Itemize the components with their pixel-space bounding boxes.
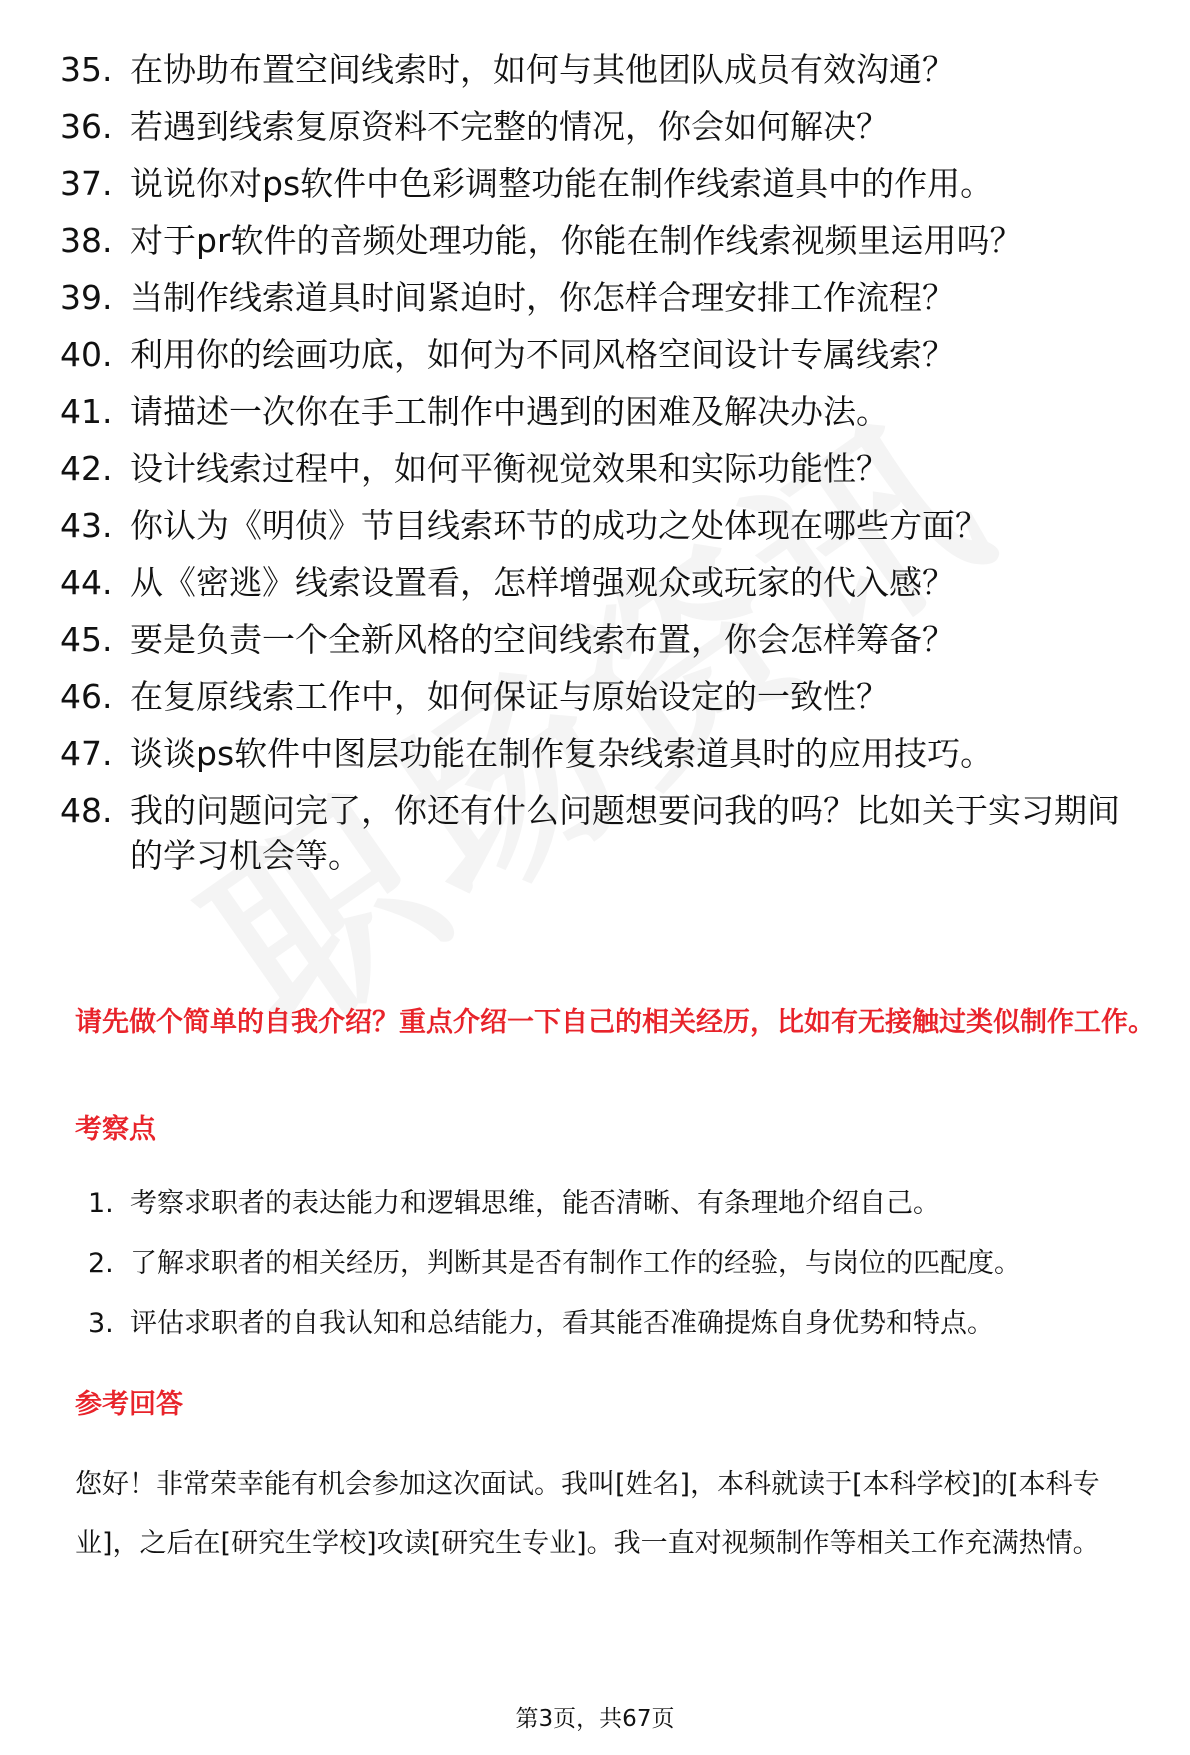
point-text: 了解求职者的相关经历，判断其是否有制作工作的经验，与岗位的匹配度。 bbox=[130, 1248, 1021, 1279]
points-heading: 考察点 bbox=[75, 1114, 156, 1145]
question-item bbox=[60, 332, 1150, 377]
point-item bbox=[88, 1246, 1158, 1282]
question-number: 39. bbox=[60, 278, 113, 317]
question-text: 说说你对ps软件中色彩调整功能在制作线索道具中的作用。 bbox=[130, 164, 994, 203]
question-item bbox=[60, 560, 1150, 605]
question-text: 请描述一次你在手工制作中遇到的困难及解决办法。 bbox=[130, 392, 889, 431]
question-text: 设计线索过程中，如何平衡视觉效果和实际功能性？ bbox=[130, 449, 889, 488]
question-item bbox=[60, 617, 1150, 662]
question-number: 44. bbox=[60, 563, 113, 602]
question-text: 你认为《明侦》节目线索环节的成功之处体现在哪些方面？ bbox=[130, 506, 988, 545]
question-number: 45. bbox=[60, 620, 113, 659]
section-question-heading: 请先做个简单的自我介绍？重点介绍一下自己的相关经历，比如有无接触过类似制作工作。 bbox=[75, 1007, 1155, 1038]
point-text: 评估求职者的自我认知和总结能力，看其能否准确提炼自身优势和特点。 bbox=[130, 1308, 994, 1339]
question-item bbox=[60, 503, 1150, 548]
answer-heading: 参考回答 bbox=[75, 1389, 183, 1420]
question-item bbox=[60, 389, 1150, 434]
question-text: 我的问题问完了，你还有什么问题想要问我的吗？比如关于实习期间的学习机会等。 bbox=[130, 791, 1120, 875]
question-number: 37. bbox=[60, 164, 113, 203]
question-text: 谈谈ps软件中图层功能在制作复杂线索道具时的应用技巧。 bbox=[130, 734, 994, 773]
question-item bbox=[60, 788, 1150, 878]
question-number: 47. bbox=[60, 734, 113, 773]
question-text: 要是负责一个全新风格的空间线索布置，你会怎样筹备？ bbox=[130, 620, 955, 659]
question-number: 46. bbox=[60, 677, 113, 716]
question-item bbox=[60, 161, 1150, 206]
question-number: 36. bbox=[60, 107, 113, 146]
question-text: 当制作线索道具时间紧迫时，你怎样合理安排工作流程？ bbox=[130, 278, 955, 317]
question-number: 48. bbox=[60, 791, 113, 830]
point-item bbox=[88, 1186, 1158, 1222]
question-number: 42. bbox=[60, 449, 113, 488]
point-number: 2. bbox=[88, 1248, 114, 1279]
question-text: 在协助布置空间线索时，如何与其他团队成员有效沟通？ bbox=[130, 50, 955, 89]
question-item bbox=[60, 674, 1150, 719]
question-item bbox=[60, 218, 1150, 263]
point-number: 1. bbox=[88, 1188, 114, 1219]
question-item bbox=[60, 47, 1150, 92]
question-text: 从《密逃》线索设置看，怎样增强观众或玩家的代入感？ bbox=[130, 563, 955, 602]
question-text: 若遇到线索复原资料不完整的情况，你会如何解决？ bbox=[130, 107, 889, 146]
question-item bbox=[60, 446, 1150, 491]
question-text: 在复原线索工作中，如何保证与原始设定的一致性？ bbox=[130, 677, 889, 716]
question-number: 35. bbox=[60, 50, 113, 89]
question-number: 43. bbox=[60, 506, 113, 545]
point-item bbox=[88, 1306, 1158, 1342]
point-text: 考察求职者的表达能力和逻辑思维，能否清晰、有条理地介绍自己。 bbox=[130, 1188, 940, 1219]
question-number: 41. bbox=[60, 392, 113, 431]
question-number: 38. bbox=[60, 221, 113, 260]
question-text: 对于pr软件的音频处理功能，你能在制作线索视频里运用吗？ bbox=[130, 221, 1023, 260]
question-item bbox=[60, 275, 1150, 320]
question-number: 40. bbox=[60, 335, 113, 374]
page-footer: 第3页，共67页 bbox=[515, 1706, 675, 1732]
point-number: 3. bbox=[88, 1308, 114, 1339]
question-item bbox=[60, 731, 1150, 776]
question-item bbox=[60, 104, 1150, 149]
answer-paragraph: 您好！非常荣幸能有机会参加这次面试。我叫[姓名]，本科就读于[本科学校]的[本科专业]，之后在[研究生学校]攻读[研究生专业]。我一直对视频制作等相关工作充满热情。 bbox=[75, 1469, 1100, 1559]
question-text: 利用你的绘画功底，如何为不同风格空间设计专属线索？ bbox=[130, 335, 955, 374]
